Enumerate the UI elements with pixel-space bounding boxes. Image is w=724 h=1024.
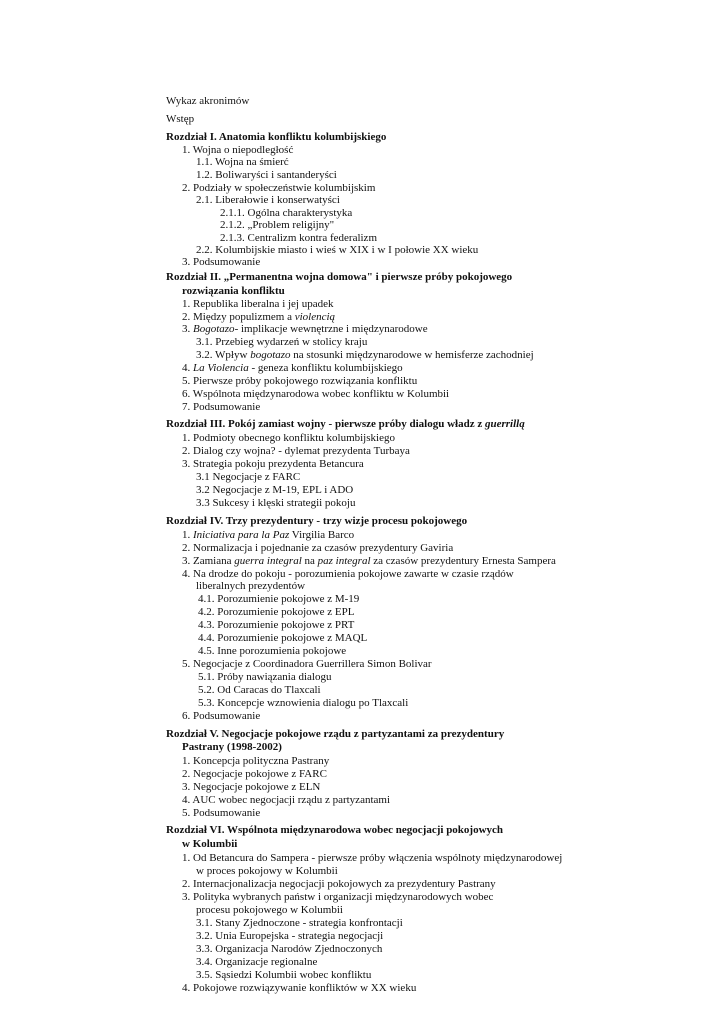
- toc-text: 3.: [182, 323, 193, 335]
- toc-text: 4.: [182, 362, 193, 374]
- toc-item: 3. Polityka wybranych państw i organizacji międzynarodowych wobec: [182, 891, 494, 903]
- toc-item: 5. Pierwsze próby pokojowego rozwiązania konfliktu: [182, 375, 418, 387]
- toc-item: 2. Dialog czy wojna? - dylemat prezydenta Turbaya: [182, 445, 410, 457]
- toc-text-italic: paz integral: [317, 555, 371, 567]
- toc-item: 3.1. Przebieg wydarzeń w stolicy kraju: [196, 336, 368, 348]
- toc-text: - implikacje wewnętrzne i międzynarodowe: [234, 323, 428, 335]
- toc-item: 1. Podmioty obecnego konfliktu kolumbijskiego: [182, 432, 395, 444]
- toc-item: 4.2. Porozumienie pokojowe z EPL: [198, 606, 355, 618]
- toc-text: 2. Między populizmem a: [182, 311, 295, 323]
- chapter-1-title: Rozdział I. Anatomia konfliktu kolumbijskiego: [166, 131, 387, 143]
- toc-item: 3.1. Stany Zjednoczone - strategia konfrontacji: [196, 917, 403, 929]
- front-intro: Wstęp: [166, 113, 195, 125]
- toc-text: na stosunki międzynarodowe w hemisferze zachodniej: [290, 349, 534, 361]
- toc-item: 5.1. Próby nawiązania dialogu: [198, 671, 332, 683]
- toc-item-cont: w proces pokojowy w Kolumbii: [196, 865, 338, 877]
- toc-item: 2.1. Liberałowie i konserwatyści: [196, 194, 340, 206]
- toc-item: 4.3. Porozumienie pokojowe z PRT: [198, 619, 355, 631]
- toc-item: 4. Na drodze do pokoju - porozumienia pokojowe zawarte w czasie rządów: [182, 568, 514, 580]
- toc-item: 5. Negocjacje z Coordinadora Guerrillera Simon Bolivar: [182, 658, 432, 670]
- toc-item: 6. Wspólnota międzynarodowa wobec konfliktu w Kolumbii: [182, 388, 450, 400]
- toc-text: 1.: [182, 529, 193, 541]
- toc-text-italic: guerra integral: [234, 555, 302, 567]
- toc-item-cont: procesu pokojowego w Kolumbii: [196, 904, 343, 916]
- toc-item: [196, 349, 534, 361]
- toc-item: 2. Negocjacje pokojowe z FARC: [182, 768, 327, 780]
- toc-item: 3. Podsumowanie: [182, 256, 261, 268]
- toc-item: 3.4. Organizacje regionalne: [196, 956, 318, 968]
- toc-item: [182, 323, 428, 335]
- toc-item: 1. Republika liberalna i jej upadek: [182, 298, 334, 310]
- front-acronyms: Wykaz akronimów: [166, 95, 250, 107]
- chapter-title-italic: guerrillą: [485, 418, 525, 430]
- toc-item-cont: liberalnych prezydentów: [196, 580, 306, 592]
- toc-item: 3. Strategia pokoju prezydenta Betancura: [182, 458, 364, 470]
- toc-text-italic: bogotazo: [250, 349, 291, 361]
- toc-item: 2.2. Kolumbijskie miasto i wieś w XIX i w I połowie XX wieku: [196, 244, 479, 256]
- toc-item: 4. AUC wobec negocjacji rządu z partyzantami: [182, 794, 391, 806]
- toc-item: 3.5. Sąsiedzi Kolumbii wobec konfliktu: [196, 969, 372, 981]
- toc-item: 5. Podsumowanie: [182, 807, 261, 819]
- toc-item: 2. Podziały w społeczeństwie kolumbijskim: [182, 182, 376, 194]
- toc-text: na: [301, 555, 318, 567]
- toc-item: 3.2 Negocjacje z M-19, EPL i ADO: [196, 484, 354, 496]
- toc-item: [182, 555, 556, 567]
- chapter-title-text: Rozdział III. Pokój zamiast wojny - pierwsze próby dialogu władz z: [166, 418, 485, 430]
- toc-item: 6. Podsumowanie: [182, 710, 261, 722]
- toc-item: [182, 362, 403, 374]
- toc-item: 2. Internacjonalizacja negocjacji pokojowych za prezydentury Pastrany: [182, 878, 496, 890]
- toc-item: 1. Wojna o niepodległość: [182, 144, 294, 156]
- chapter-5-title: Rozdział V. Negocjacje pokojowe rządu z partyzantami za prezydentury: [166, 728, 505, 740]
- toc-item: 4.5. Inne porozumienia pokojowe: [198, 645, 347, 657]
- toc-item: 1.2. Boliwaryści i santanderyści: [196, 169, 337, 181]
- toc-item: 3.3 Sukcesy i klęski strategii pokoju: [196, 497, 356, 509]
- chapter-5-title-cont: Pastrany (1998-2002): [182, 741, 282, 753]
- toc-item: 3.1 Negocjacje z FARC: [196, 471, 301, 483]
- chapter-2-title-cont: rozwiązania konfliktu: [182, 285, 285, 297]
- chapter-6-title-cont: w Kolumbii: [182, 838, 238, 850]
- toc-text-italic: La Violencia: [193, 362, 249, 374]
- toc-item: 2.1.1. Ogólna charakterystyka: [220, 207, 353, 219]
- toc-item: 4.4. Porozumienie pokojowe z MAQL: [198, 632, 368, 644]
- toc-item: [182, 529, 354, 541]
- chapter-3-title: [166, 418, 525, 430]
- chapter-4-title: Rozdział IV. Trzy prezydentury - trzy wizje procesu pokojowego: [166, 515, 468, 527]
- toc-text: - geneza konfliktu kolumbijskiego: [248, 362, 403, 374]
- toc-item: 2.1.2. „Problem religijny": [220, 219, 335, 231]
- toc-text-italic: violencią: [294, 311, 336, 323]
- toc-item: 5.3. Koncepcje wznowienia dialogu po Tlaxcali: [198, 697, 409, 709]
- toc-item: 3.2. Unia Europejska - strategia negocjacji: [196, 930, 384, 942]
- chapter-2-title: Rozdział II. „Permanentna wojna domowa" i pierwsze próby pokojowego: [166, 271, 513, 283]
- toc-text-italic: Bogotazo: [193, 323, 235, 335]
- toc-item: 1. Od Betancura do Sampera - pierwsze próby włączenia wspólnoty międzynarodowej: [182, 852, 563, 864]
- toc-item: 3.3. Organizacja Narodów Zjednoczonych: [196, 943, 383, 955]
- toc-text: Virgilia Barco: [289, 529, 355, 541]
- toc-item: 2.1.3. Centralizm kontra federalizm: [220, 232, 377, 244]
- toc-text: 3. Zamiana: [182, 555, 235, 567]
- toc-item: 1. Koncepcja polityczna Pastrany: [182, 755, 330, 767]
- toc-item: 4. Pokojowe rozwiązywanie konfliktów w XX wieku: [182, 982, 417, 994]
- toc-text: za czasów prezydentury Ernesta Sampera: [370, 555, 556, 567]
- toc-item: 1.1. Wojna na śmierć: [196, 156, 289, 168]
- toc-item: 2. Normalizacja i pojednanie za czasów prezydentury Gaviria: [182, 542, 454, 554]
- toc-item: 7. Podsumowanie: [182, 401, 261, 413]
- toc-item: [182, 311, 335, 323]
- chapter-6-title: Rozdział VI. Wspólnota międzynarodowa wobec negocjacji pokojowych: [166, 824, 504, 836]
- toc-item: 3. Negocjacje pokojowe z ELN: [182, 781, 321, 793]
- toc-text-italic: Iniciativa para la Paz: [193, 529, 290, 541]
- toc-item: 4.1. Porozumienie pokojowe z M-19: [198, 593, 360, 605]
- toc-text: 3.2. Wpływ: [196, 349, 251, 361]
- toc-item: 5.2. Od Caracas do Tlaxcali: [198, 684, 321, 696]
